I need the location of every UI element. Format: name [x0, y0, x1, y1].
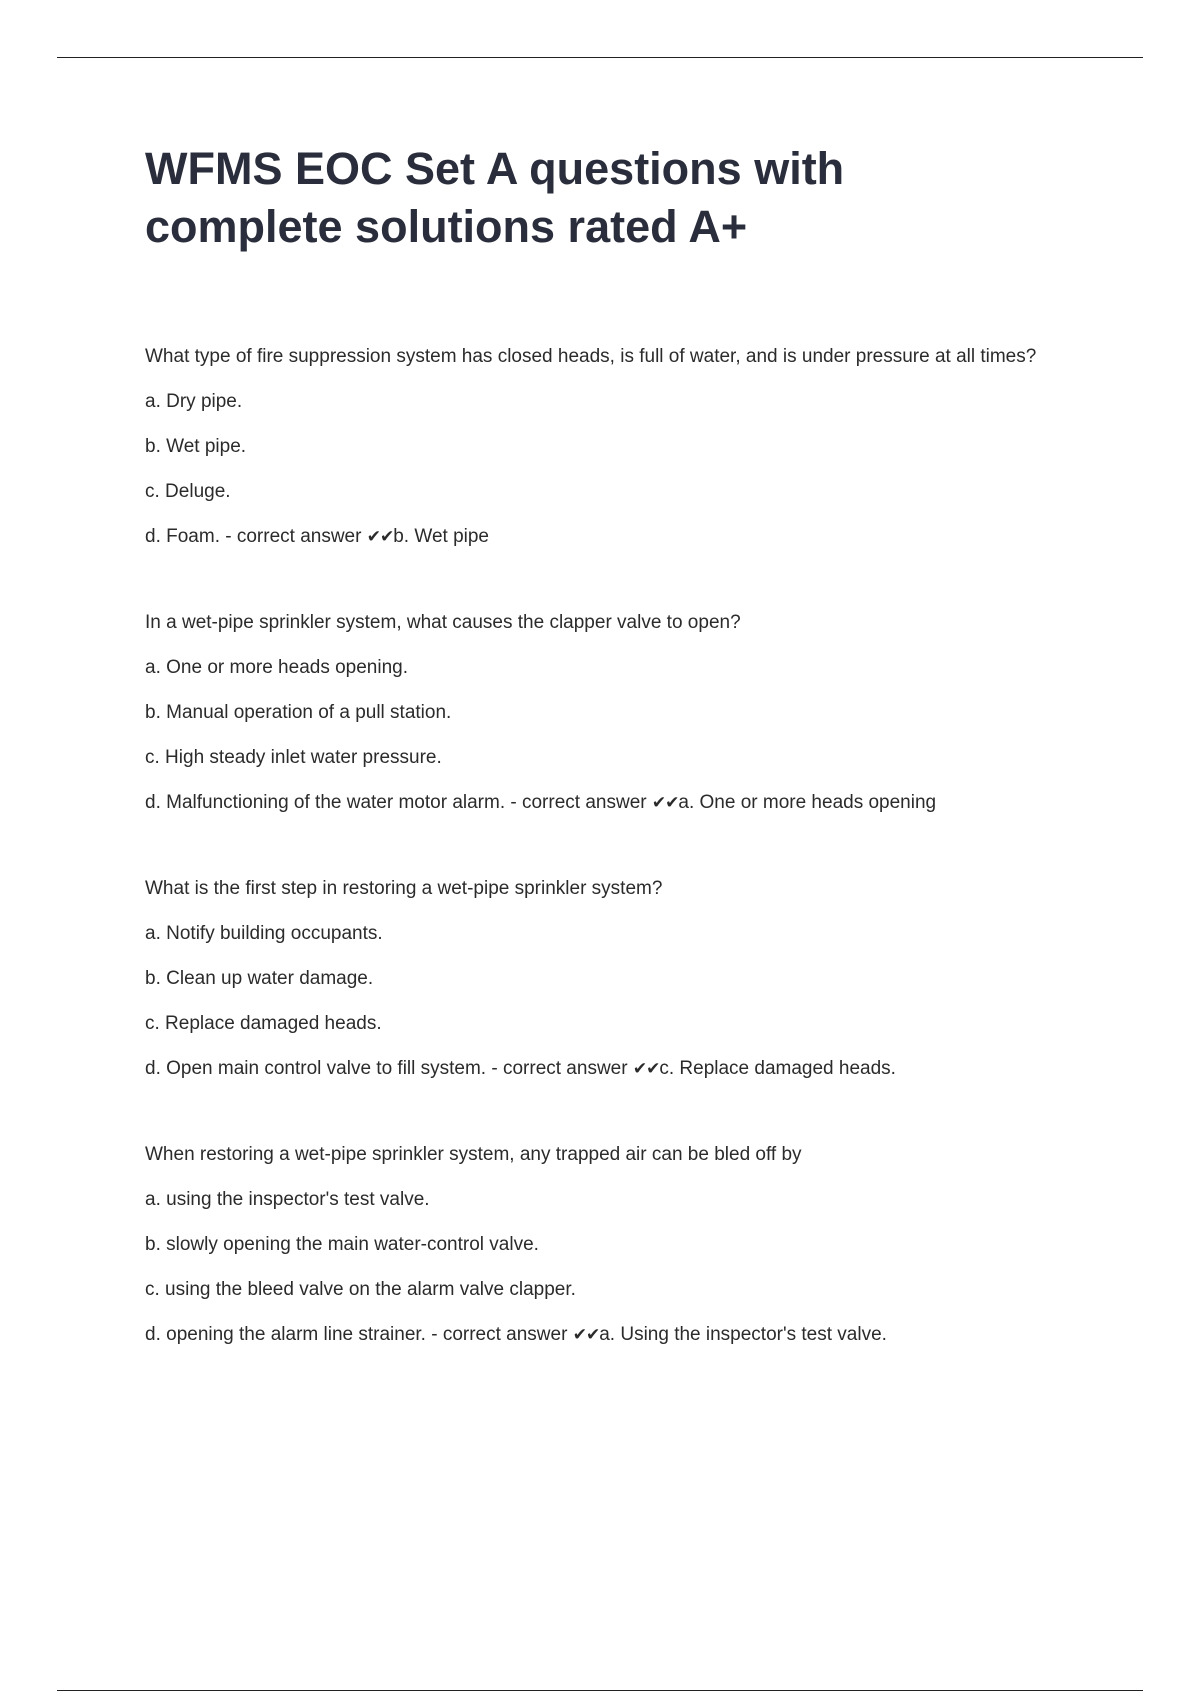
option-d: d. Open main control valve to fill system. - correct answer [145, 1058, 633, 1079]
option-b: b. slowly opening the main water-control valve. [145, 1234, 539, 1255]
question-list [145, 342, 1045, 1350]
option-d-with-answer [145, 1320, 1045, 1350]
option-d-with-answer [145, 522, 1045, 552]
question-text: When restoring a wet-pipe sprinkler system, any trapped air can be bled off by [145, 1144, 802, 1165]
option-a: a. Dry pipe. [145, 391, 243, 412]
double-check-icon: ✔✔ [366, 527, 394, 547]
option-a: a. Notify building occupants. [145, 923, 383, 944]
option-d: d. Malfunctioning of the water motor alarm. - correct answer [145, 792, 652, 813]
option-d-with-answer [145, 788, 1045, 818]
question-1 [145, 342, 1045, 552]
bottom-divider [57, 1690, 1143, 1691]
option-b: b. Clean up water damage. [145, 968, 374, 989]
correct-answer: c. Replace damaged heads. [659, 1058, 896, 1079]
question-text: What is the first step in restoring a wet-pipe sprinkler system? [145, 878, 663, 899]
document-body [145, 140, 1045, 1406]
question-text: What type of fire suppression system has closed heads, is full of water, and is under pressure at all times? [145, 346, 1037, 367]
question-4 [145, 1140, 1045, 1350]
correct-answer: a. Using the inspector's test valve. [599, 1324, 887, 1345]
question-text: In a wet-pipe sprinkler system, what causes the clapper valve to open? [145, 612, 741, 633]
double-check-icon: ✔✔ [572, 1325, 600, 1345]
question-3 [145, 874, 1045, 1084]
option-c: c. Replace damaged heads. [145, 1013, 382, 1034]
option-d-with-answer [145, 1054, 1045, 1084]
option-c: c. High steady inlet water pressure. [145, 747, 442, 768]
option-a: a. One or more heads opening. [145, 657, 409, 678]
correct-answer: a. One or more heads opening [678, 792, 937, 813]
option-a: a. using the inspector's test valve. [145, 1189, 430, 1210]
question-2 [145, 608, 1045, 818]
option-b: b. Wet pipe. [145, 436, 247, 457]
option-d: d. opening the alarm line strainer. - correct answer [145, 1324, 573, 1345]
double-check-icon: ✔✔ [651, 793, 679, 813]
option-d: d. Foam. - correct answer [145, 526, 367, 547]
option-b: b. Manual operation of a pull station. [145, 702, 452, 723]
double-check-icon: ✔✔ [632, 1059, 660, 1079]
option-c: c. Deluge. [145, 481, 231, 502]
document-title: WFMS EOC Set A questions with complete solutions rated A+ [145, 143, 845, 252]
option-c: c. using the bleed valve on the alarm valve clapper. [145, 1279, 576, 1300]
correct-answer: b. Wet pipe [393, 526, 489, 547]
top-divider [57, 57, 1143, 58]
